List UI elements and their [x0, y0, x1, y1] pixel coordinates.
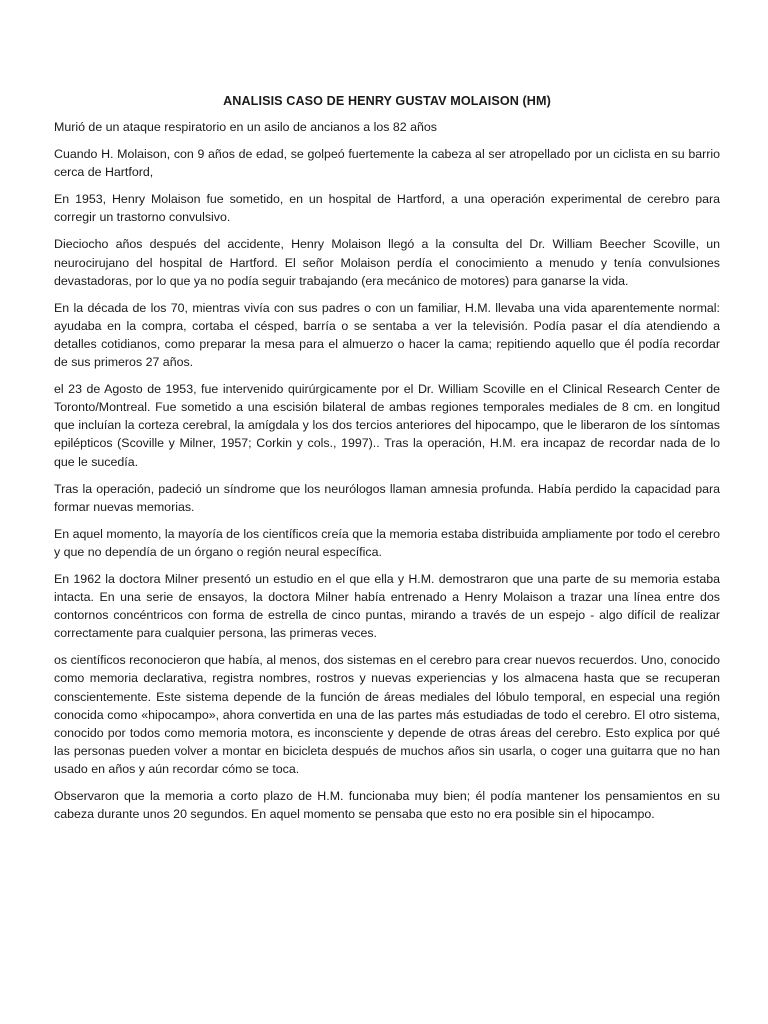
document-title: ANALISIS CASO DE HENRY GUSTAV MOLAISON (HM) [223, 94, 551, 108]
paragraph-amnesia: Tras la operación, padeció un síndrome que los neurólogos llaman amnesia profunda. Había perdido la capacidad para formar nuevas memorias. [54, 481, 720, 514]
paragraph-operation-details: el 23 de Agosto de 1953, fue intervenido quirúrgicamente por el Dr. William Scoville en el Clinical Research Center de Toronto/Montreal. Fue sometido a una escisión bilateral de ambas regiones temporales mediales de 8 cm. en longitud que incluían la corteza cerebral, la amígdala y los dos tercios anteriores del hipocampo, que le liberaron de los síntomas epilépticos (Scoville y Milner, 1957; Corkin y cols., 1997).. Tras la operación, H.M. era incapaz de recordar nada de lo que le sucedía. [54, 382, 720, 469]
paragraph-death: Murió de un ataque respiratorio en un asilo de ancianos a los 82 años [54, 120, 437, 134]
paragraph-memory-systems: os científicos reconocieron que había, al menos, dos sistemas en el cerebro para crear nuevos recuerdos. Uno, conocido como memoria declarativa, registra nombres, rostros y nuevas experiencias y los almacena hasta que se recuperan conscientemente. Este sistema depende de la función de áreas mediales del lóbulo temporal, en especial una región conocida como «hipocampo», ahora convertida en una de las partes más estudiadas de todo el cerebro. El otro sistema, conocido por todos como memoria motora, es inconsciente y depende de otras áreas del cerebro. Esto explica por qué las personas pueden volver a montar en bicicleta después de muchos años sin usarla, o coger una guitarra que no han usado en años y aún recordar cómo se toca. [54, 653, 720, 776]
paragraph-seventies: En la década de los 70, mientras vivía con sus padres o con un familiar, H.M. llevaba una vida aparentemente normal: ayudaba en la compra, cortaba el césped, barría o se sentaba a ver la televisión. Podía pasar el día atendiendo a detalles cotidianos, como preparar la mesa para el almuerzo o hacer la cama; repitiendo aquello que él podía recordar de sus primeros 27 años. [54, 300, 720, 370]
document-page [54, 92, 720, 832]
paragraph-memory-theory: En aquel momento, la mayoría de los científicos creía que la memoria estaba distribuida ampliamente por todo el cerebro y que no dependía de un órgano o región neural específica. [54, 526, 721, 559]
paragraph-short-term-memory: Observaron que la memoria a corto plazo de H.M. funcionaba muy bien; él podía mantener los pensamientos en su cabeza durante unos 20 segundos. En aquel momento se pensaba que esto no era posible sin el hipocampo. [54, 789, 720, 822]
paragraph-accident: Cuando H. Molaison, con 9 años de edad, se golpeó fuertemente la cabeza al ser atropellado por un ciclista en su barrio cerca de Hartford, [54, 147, 720, 180]
paragraph-surgery-1953: En 1953, Henry Molaison fue sometido, en un hospital de Hartford, a una operación experimental de cerebro para corregir un trastorno convulsivo. [54, 192, 720, 225]
paragraph-scoville-consult: Dieciocho años después del accidente, Henry Molaison llegó a la consulta del Dr. William Beecher Scoville, un neurocirujano del hospital de Hartford. El señor Molaison perdía el conocimiento a menudo y tenía convulsiones devastadoras, por lo que ya no podía seguir trabajando (era mecánico de motores) para ganarse la vida. [54, 237, 720, 288]
paragraph-milner-1962: En 1962 la doctora Milner presentó un estudio en el que ella y H.M. demostraron que una parte de su memoria estaba intacta. En una serie de ensayos, la doctora Milner había entrenado a Henry Molaison a trazar una línea entre dos contornos concéntricos con forma de estrella de cinco puntas, mirando a través de un espejo - algo difícil de realizar correctamente para cualquier persona, las primeras veces. [54, 571, 720, 641]
